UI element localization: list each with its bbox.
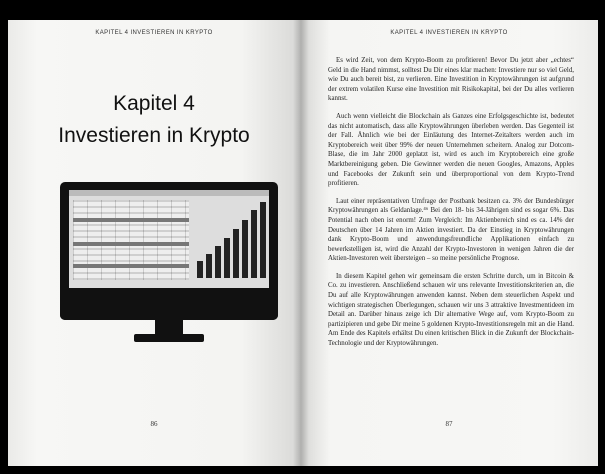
chart-bar [260,202,266,278]
bar-chart-icon [195,202,265,278]
book-gutter [293,20,309,466]
computer-monitor-icon [60,182,278,342]
spreadsheet-columns [73,200,189,280]
chapter-title: Investieren in Krypto [58,124,250,147]
spreadsheet-row-band [73,264,189,268]
monitor-stand-neck [155,320,183,334]
paragraph: Auch wenn vielleicht die Blockchain als Ganzes eine Erfolgsgeschichte ist, bedeutet das nicht automatisch, dass alle Kryptowährungen überleben werden. Das Gegenteil ist der Fall. Ähnlich wie bei der Einläutung des Internet-Zeitalters werden auch im Kryptobereich weit über 99% der neuen Unternehmen scheitern. Analog zur Dotcom-Blase, die im Jahr 2000 geplatzt ist, wird es auch im Kryptobereich eine große Marktbereinigung geben. Die Gewinner werden die neuen Googles, Amazons, Apples und Facebooks der Zukunft sein und überproportional von dem Krypto-Trend profitieren. [328,112,574,188]
monitor-screen [69,190,269,288]
monitor-chin [60,302,278,320]
running-header: KAPITEL 4 INVESTIEREN IN KRYPTO [390,30,508,36]
spreadsheet-row-band [73,242,189,246]
open-book [8,20,598,466]
right-page [300,20,598,466]
chart-bar [197,261,203,278]
chart-bar [251,210,257,278]
chart-bar [242,220,248,278]
running-header: KAPITEL 4 INVESTIEREN IN KRYPTO [95,30,213,36]
monitor-frame [60,182,278,320]
spreadsheet-toolbar [69,190,269,196]
spreadsheet-row-band [73,218,189,222]
chart-bar [215,246,221,278]
body-text [328,56,574,357]
chart-bar [206,254,212,278]
chart-bar [224,238,230,278]
paragraph: Es wird Zeit, von dem Krypto-Boom zu profitieren! Bevor Du jetzt aber „echtes“ Geld in die Hand nimmst, solltest Du Dir eines klar machen: Investiere nur so viel Geld, wie Du auch bereit bist, zu verlieren. Eine Investition in Kryptowährungen ist aufgrund der extrem volatilen Kurse eine Investition mit Risikokapital, bei der Du alles verlieren kannst. [328,57,574,103]
page-number-left: 86 [150,420,158,428]
left-page [8,20,300,466]
monitor-stand-base [134,334,204,342]
chapter-number: Kapitel 4 [113,92,195,115]
paragraph: Laut einer repräsentativen Umfrage der Postbank besitzen ca. 3% der Bundesbürger Kryptowährungen als Geldanlage.⁴⁶ Bei den 18- bis 34-Jährigen sind es sogar 6%. Das Potential nach oben ist enorm! Zum Vergleich: Im Aktienbereich sind es ca. 14% der Deutschen über 14 Jahren im Aktien investiert. Da der Einstieg in Kryptowährungen dank Krypto-Boom und anwendungsfreundliche Applikationen einfach zu bewerkstelligen ist, wird die Anzahl der Krypto-Investoren in wenigen Jahren die der Aktien-Investoren weit übersteigen – so meine persönliche Prognose. [328,197,574,263]
chart-bar [233,229,239,278]
page-number-right: 87 [445,420,453,428]
paragraph: In diesem Kapitel gehen wir gemeinsam die ersten Schritte durch, um in Bitcoin & Co. zu investieren. Anschließend schauen wir uns relevante Investitionskriterien an, die Du auf alle Kryptowährungen anwenden kannst. Neben dem steuerlichen Aspekt und wichtigen strategischen Überlegungen, schauen wir uns 3 attraktive Investmentideen im Detail an. Darüber hinaus zeige ich Dir alternative Wege auf, vom Krypto-Boom zu partizipieren und gebe Dir meine 5 goldenen Krypto-Investitionsregeln mit an die Hand. Am Ende des Kapitels erhältst Du einen kritischen Blick in die Zukunft der Blockchain-Technologie und der Kryptowährungen. [328,272,574,348]
